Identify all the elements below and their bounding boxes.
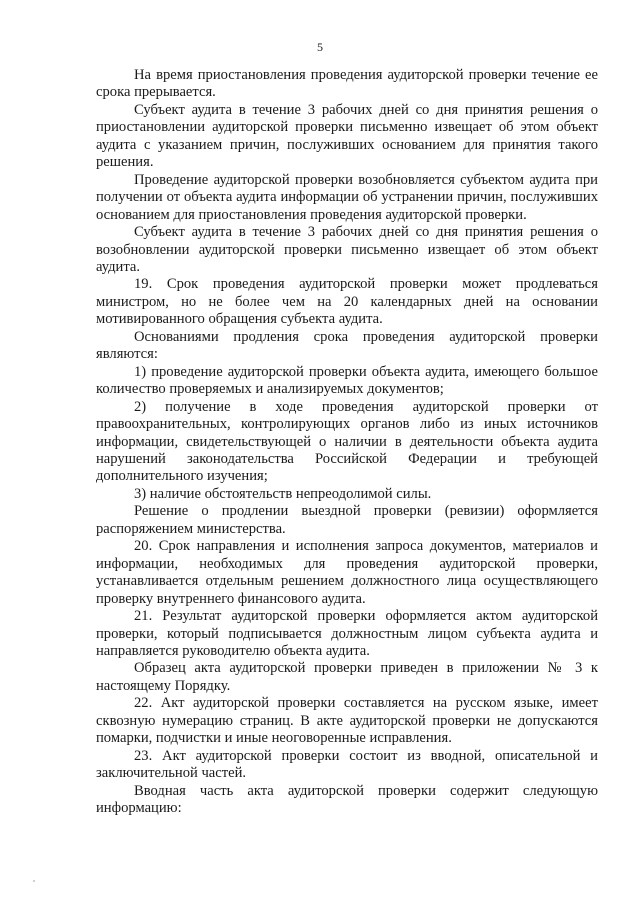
paragraph-suspension-term: На время приостановления проведения аудиторской проверки течение ее срока прерывается. xyxy=(96,67,598,101)
paragraph-item-22: 22. Акт аудиторской проверки составляется на русском языке, имеет сквозную нумерацию страниц. В акте аудиторской проверки не допускаются помарки, подчистки и иные неоговоренные исправления. xyxy=(96,695,598,747)
document-body xyxy=(96,67,598,817)
paragraph-intro-part: Вводная часть акта аудиторской проверки содержит следующую информацию: xyxy=(96,782,598,817)
paragraph-item-19: 19. Срок проведения аудиторской проверки может продлеваться министром, но не более чем на 20 календарных дней на основании мотивированного обращения субъекта аудита. xyxy=(96,276,598,328)
paragraph-resumption-notice: Субъект аудита в течение 3 рабочих дней со дня принятия решения о возобновлении аудиторской проверки письменно извещает об этом объект аудита. xyxy=(96,224,598,275)
paragraph-resumption: Проведение аудиторской проверки возобновляется субъектом аудита при получении от объекта аудита информации об устранении причин, послуживших основанием для приостановления проведения аудиторской проверки. xyxy=(96,171,598,223)
paragraph-extension-order: Решение о продлении выездной проверки (ревизии) оформляется распоряжением министерства. xyxy=(96,503,598,537)
paragraph-extension-grounds: Основаниями продления срока проведения аудиторской проверки являются: xyxy=(96,328,598,363)
list-item-2: 2) получение в ходе проведения аудиторской проверки от правоохранительных, контролирующих органов либо из иных источников информации, свидетельствующей о наличии в деятельности объекта аудита нарушений законодательства Российской Федерации и требующей дополнительного изучения; xyxy=(96,398,598,485)
list-item-3: 3) наличие обстоятельств непреодолимой силы. xyxy=(134,485,432,502)
paragraph-item-23: 23. Акт аудиторской проверки состоит из вводной, описательной и заключительной частей. xyxy=(96,747,598,782)
paragraph-item-20: 20. Срок направления и исполнения запроса документов, материалов и информации, необходимых для проведения аудиторской проверки, устанавливается отдельным решением должностного лица осуществляющего проверку внутреннего финансового аудита. xyxy=(96,538,598,607)
list-item-1: 1) проведение аудиторской проверки объекта аудита, имеющего большое количество проверяемых и анализируемых документов; xyxy=(96,363,598,398)
paragraph-act-sample: Образец акта аудиторской проверки приведен в приложении № 3 к настоящему Порядку. xyxy=(96,660,598,694)
page-number: 5 xyxy=(317,40,323,54)
paragraph-suspension-notice: Субъект аудита в течение 3 рабочих дней со дня принятия решения о приостановлении аудиторской проверки письменно извещает об этом объект аудита с указанием причин, послуживших основанием для принятия такого решения. xyxy=(96,101,598,171)
paragraph-item-21: 21. Результат аудиторской проверки оформляется актом аудиторской проверки, который подписывается должностным лицом субъекта аудита и направляется руководителю объекта аудита. xyxy=(96,608,598,659)
scan-speck xyxy=(33,880,35,882)
